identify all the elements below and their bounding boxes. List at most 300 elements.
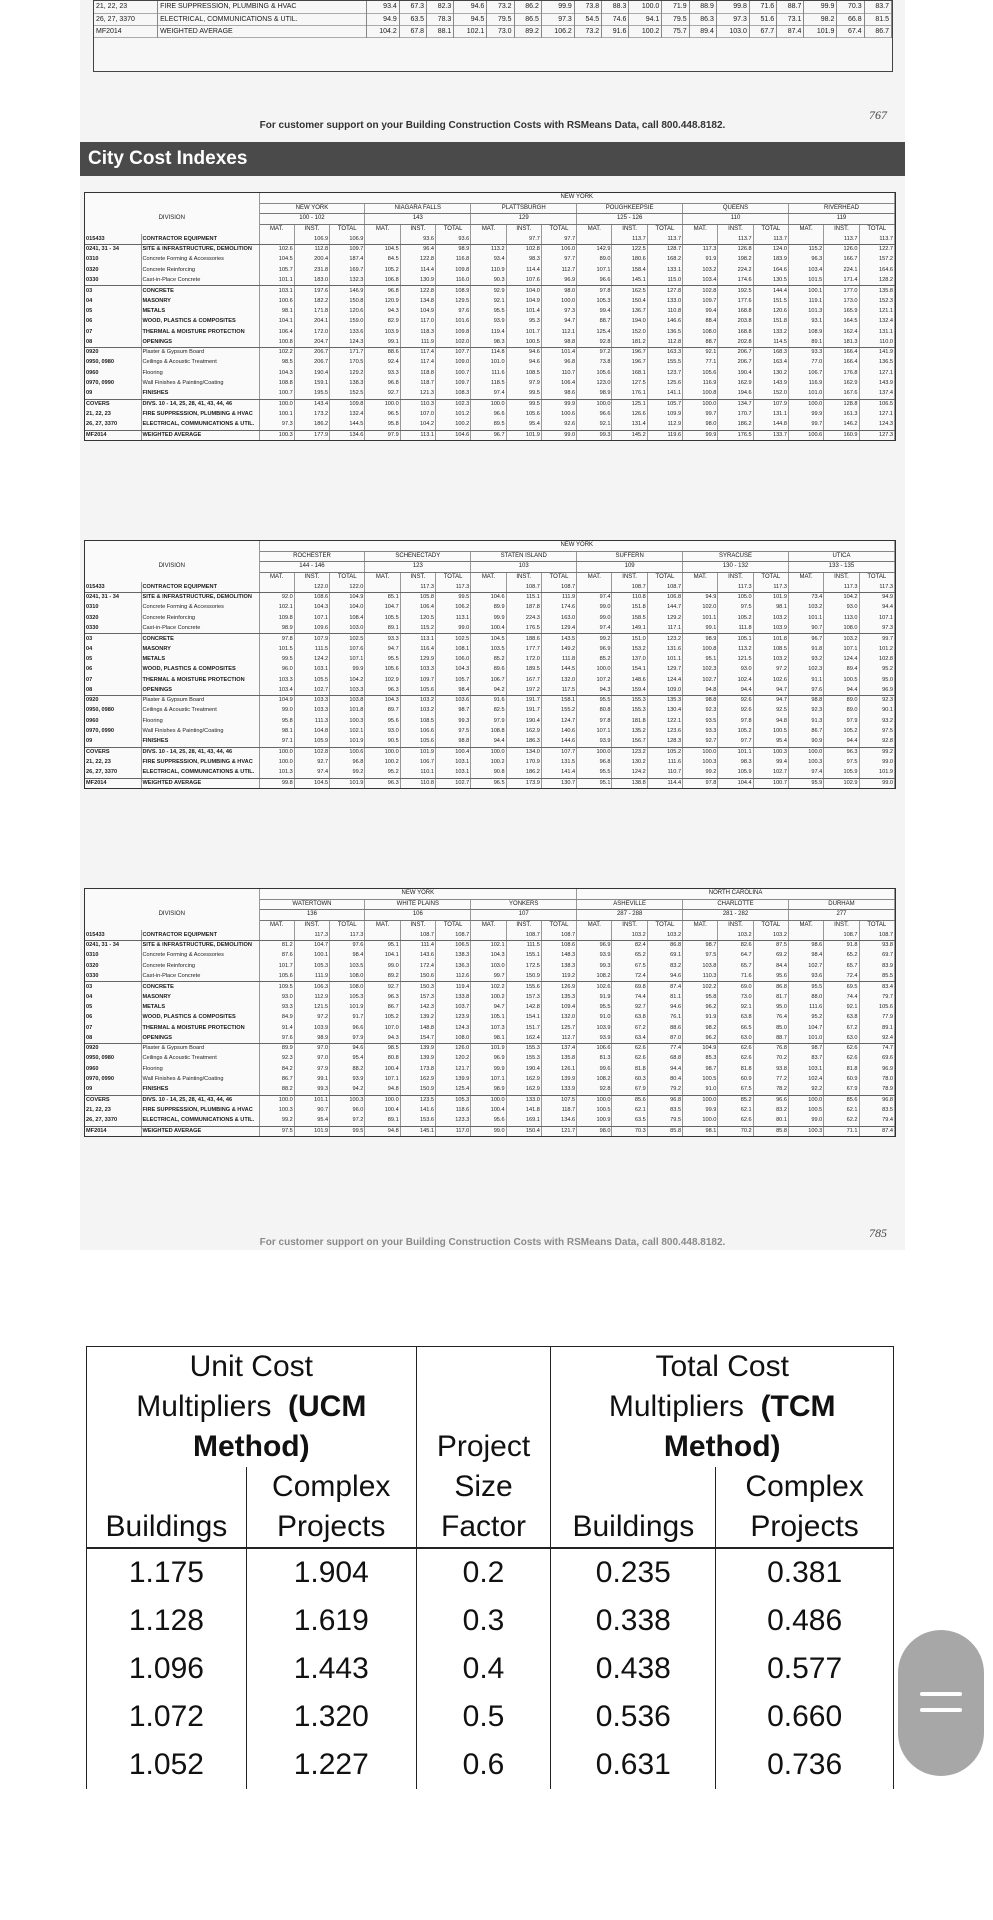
index-value: 136.5 [647,327,682,337]
index-value: 97.2 [294,1013,329,1023]
index-value: 108.6 [294,593,329,603]
division-code: 04 [85,992,141,1002]
index-value: 107.1 [824,644,859,654]
index-value: 100.3 [788,1126,823,1136]
index-value: 206.7 [718,358,753,368]
index-value: 107.0 [365,1023,400,1033]
division-name: CONCRETE [141,634,259,644]
index-value: 103.4 [788,265,823,275]
index-value: 89.0 [824,696,859,706]
index-value: 90.3 [471,276,506,286]
index-value: 92.1 [683,348,718,358]
city-zip: 123 [365,562,471,572]
index-value: 122.0 [330,582,365,592]
index-value: 77.4 [647,1044,682,1054]
index-row [85,399,895,409]
index-value: 102.8 [506,245,541,255]
division-name: Concrete Forming & Accessories [141,603,259,613]
index-value: 168.1 [612,368,647,378]
index-value: 111.9 [294,972,329,982]
index-value: 224.3 [506,613,541,623]
index-value: 99.7 [859,634,894,644]
division-code: 0920 [85,348,141,358]
index-value: 94.6 [506,348,541,358]
index-value: 132.0 [541,1013,576,1023]
index-value: 95.1 [577,778,612,788]
index-value: 163.0 [541,613,576,623]
index-value: 71.1 [824,1126,859,1136]
index-value: 152.5 [330,389,365,399]
index-value: 88.7 [683,337,718,347]
column-head: INST. [294,920,329,930]
index-value: 70.2 [753,1054,788,1064]
index-value: 124.3 [859,420,894,430]
index-value: 101.7 [506,327,541,337]
index-value: 98.3 [718,757,753,767]
strip-cell: 83.7 [864,1,891,13]
index-value: 62.1 [718,1105,753,1115]
index-value: 105.5 [294,675,329,685]
index-value: 122.5 [612,245,647,255]
index-row [85,685,895,695]
index-value: 97.4 [294,768,329,778]
ucm-buildings-value: 1.072 [87,1693,247,1741]
index-value: 100.3 [683,757,718,767]
index-value: 97.6 [435,306,470,316]
division-code: 04 [85,644,141,654]
index-value: 98.7 [683,1064,718,1074]
index-value: 62.6 [718,1116,753,1126]
index-value [365,930,400,940]
index-value: 100.5 [683,1075,718,1085]
division-code: 0241, 31 - 34 [85,941,141,951]
index-value: 100.0 [259,399,294,409]
index-value: 125.7 [541,1023,576,1033]
index-value: 94.8 [683,685,718,695]
index-value: 85.2 [471,654,506,664]
column-head: TOTAL [859,224,894,234]
index-value: 81.2 [259,941,294,951]
index-value: 101.1 [718,747,753,757]
index-value: 89.9 [259,1044,294,1054]
division-name: CONCRETE [141,286,259,296]
column-head: TOTAL [753,572,788,582]
index-value: 186.2 [718,420,753,430]
index-value: 164.5 [824,317,859,327]
index-value: 87.5 [753,941,788,951]
division-code: 0920 [85,1044,141,1054]
index-value: 107.0 [400,409,435,419]
index-value: 96.2 [683,1002,718,1012]
index-row [85,634,895,644]
division-name: FIRE SUPPRESSION, PLUMBING & HVAC [141,757,259,767]
index-value [788,582,823,592]
column-head: INST. [718,224,753,234]
index-value: 100.4 [365,1105,400,1115]
ucm-complex-value: 1.904 [246,1548,416,1597]
index-value: 104.3 [294,603,329,613]
index-value: 123.3 [435,1116,470,1126]
index-value: 95.6 [471,1116,506,1126]
division-name: OPENINGS [141,685,259,695]
index-value: 93.9 [330,1075,365,1085]
index-value: 126.6 [612,409,647,419]
index-value: 100.2 [471,757,506,767]
strip-cell: 94.9 [366,13,399,25]
index-value: 111.4 [400,941,435,951]
index-value: 99.7 [788,420,823,430]
index-value: 122.7 [859,245,894,255]
city-zip: 110 [683,214,789,224]
index-value: 102.1 [471,941,506,951]
index-value: 106.7 [400,757,435,767]
index-value [577,582,612,592]
index-value: 100.1 [788,286,823,296]
city-name: SCHENECTADY [365,551,471,561]
index-value: 104.5 [471,634,506,644]
index-row [85,930,895,940]
city-name: WATERTOWN [259,899,365,909]
strip-cell: 51.6 [749,13,776,25]
division-code: COVERS [85,747,141,757]
psf-header-line3: Factor [441,1510,527,1543]
index-value: 100.8 [683,644,718,654]
index-value: 98.9 [259,624,294,634]
division-code: 0970, 0990 [85,727,141,737]
division-code: 0330 [85,972,141,982]
index-value: 116.4 [400,644,435,654]
index-value: 104.2 [400,420,435,430]
strip-cell: 87.4 [777,25,804,37]
index-value: 98.5 [259,358,294,368]
multiplier-row [87,1597,894,1645]
index-value: 105.9 [294,737,329,747]
index-value: 66.5 [718,1023,753,1033]
index-value: 69.1 [647,951,682,961]
index-value: 120.2 [435,1054,470,1064]
state-row [85,193,895,203]
city-zip: 130 - 132 [683,562,789,572]
index-value: 139.9 [541,1075,576,1085]
index-value: 89.4 [824,665,859,675]
index-value: 108.7 [400,930,435,940]
index-value: 95.6 [753,972,788,982]
index-value: 97.7 [541,234,576,244]
tcm-header-word: Multipliers [608,1390,744,1423]
index-value: 101.4 [506,306,541,316]
index-row [85,245,895,255]
index-value: 105.2 [718,613,753,623]
index-value: 111.9 [541,593,576,603]
index-value: 96.0 [259,665,294,675]
index-value: 174.6 [718,276,753,286]
index-value: 101.9 [753,593,788,603]
tcm-buildings-value: 0.235 [551,1548,716,1597]
index-value: 104.2 [824,593,859,603]
multiplier-row [87,1548,894,1597]
index-value: 177.9 [294,430,329,440]
index-value: 85.3 [683,1054,718,1064]
index-value: 103.2 [824,634,859,644]
index-value: 94.7 [471,1002,506,1012]
column-head: INST. [612,572,647,582]
index-value: 172.0 [294,327,329,337]
index-value: 99.7 [471,972,506,982]
division-name: WOOD, PLASTICS & COMPOSITES [141,317,259,327]
index-value: 98.5 [365,1044,400,1054]
tcm-buildings-value: 0.438 [551,1645,716,1693]
index-value: 204.7 [294,337,329,347]
ucm-header-line1: Unit Cost [189,1350,313,1383]
index-value: 92.4 [859,1033,894,1043]
index-value: 109.6 [294,624,329,634]
index-row [85,737,895,747]
index-value: 97.3 [859,624,894,634]
division-name: WEIGHTED AVERAGE [141,430,259,440]
index-value: 181.8 [612,716,647,726]
index-value: 100.0 [541,296,576,306]
index-value: 104.6 [435,430,470,440]
index-value: 103.2 [718,930,753,940]
index-value: 134.6 [541,1116,576,1126]
index-row [85,1033,895,1043]
index-value: 94.6 [647,972,682,982]
index-value: 98.6 [788,941,823,951]
index-value: 95.4 [506,420,541,430]
strip-cell: 88.1 [427,25,454,37]
division-name: OPENINGS [141,337,259,347]
index-value: 93.3 [365,368,400,378]
state-row [85,541,895,551]
project-size-factor-value: 0.3 [416,1597,551,1645]
index-value: 79.5 [647,1116,682,1126]
index-value: 116.9 [683,379,718,389]
index-value: 103.3 [330,685,365,695]
index-value: 108.7 [506,582,541,592]
division-name: Wall Finishes & Painting/Coating [141,727,259,737]
index-value: 94.6 [330,1044,365,1054]
index-value: 114.4 [506,265,541,275]
index-value: 96.7 [471,430,506,440]
column-head: MAT. [683,572,718,582]
index-value: 171.7 [330,348,365,358]
division-name: Concrete Reinforcing [141,265,259,275]
index-value [365,582,400,592]
strip-cell: 73.8 [574,1,601,13]
city-zip: 106 [365,910,471,920]
index-value: 186.3 [506,737,541,747]
index-row [85,644,895,654]
index-value: 112.7 [541,1033,576,1043]
index-value: 122.8 [400,286,435,296]
index-value: 108.2 [577,972,612,982]
strip-cell: WEIGHTED AVERAGE [158,25,367,37]
index-value: 100.1 [259,409,294,419]
index-value: 97.2 [330,1116,365,1126]
division-name: Flooring [141,716,259,726]
strip-cell: 67.8 [399,25,426,37]
index-value: 100.0 [365,399,400,409]
index-value: 103.1 [435,768,470,778]
index-value: 159.1 [294,379,329,389]
index-value: 111.9 [400,337,435,347]
division-name: CONTRACTOR EQUIPMENT [141,234,259,244]
index-value: 107.6 [330,644,365,654]
index-value: 173.0 [824,296,859,306]
tcm-header-line3: Method) [663,1430,781,1463]
strip-cell: 63.5 [399,13,426,25]
index-value: 108.5 [400,716,435,726]
index-value: 96.8 [577,757,612,767]
tcm-header [551,1347,894,1468]
index-value: 92.7 [294,757,329,767]
index-value: 105.2 [718,727,753,737]
index-value: 63.4 [612,1033,647,1043]
index-row [85,593,895,603]
index-value: 100.0 [577,665,612,675]
index-value: 155.5 [647,358,682,368]
division-name: Cast-in-Place Concrete [141,624,259,634]
index-value: 129.4 [541,624,576,634]
strip-cell: 81.5 [864,13,891,25]
index-value: 127.3 [859,430,894,440]
index-row [85,706,895,716]
index-value: 85.0 [753,1023,788,1033]
index-value: 129.2 [647,613,682,623]
index-value: 168.2 [647,255,682,265]
index-value: 106.8 [647,593,682,603]
index-row [85,624,895,634]
column-head: MAT. [365,572,400,582]
division-name: MASONRY [141,644,259,654]
index-value: 84.2 [259,1064,294,1074]
city-name: UTICA [788,551,894,561]
index-value: 99.9 [471,1064,506,1074]
index-value: 101.8 [330,706,365,716]
index-value: 127.8 [647,286,682,296]
strip-cell: 79.5 [662,13,689,25]
index-value: 177.7 [506,644,541,654]
column-head: INST. [400,920,435,930]
index-value: 116.0 [435,276,470,286]
division-name: ELECTRICAL, COMMUNICATIONS & UTIL. [141,768,259,778]
index-value: 107.7 [541,747,576,757]
index-value: 92.8 [859,737,894,747]
index-value: 115.0 [647,276,682,286]
strip-row [94,25,892,37]
index-value: 77.1 [683,358,718,368]
index-value: 144.5 [541,665,576,675]
index-value: 72.4 [824,972,859,982]
index-value: 91.3 [788,716,823,726]
index-value: 100.6 [330,747,365,757]
index-value: 79.4 [859,1116,894,1126]
scroll-handle[interactable] [898,1630,984,1776]
index-value: 94.3 [577,685,612,695]
index-value: 98.1 [753,603,788,613]
index-value: 67.2 [612,1023,647,1033]
index-value: 99.5 [435,593,470,603]
strip-cell: 26, 27, 3370 [94,13,158,25]
strip-cell: 70.3 [837,1,864,13]
index-value: 101.9 [471,1044,506,1054]
division-code: 0320 [85,613,141,623]
previous-page-strip [93,0,893,72]
index-value: 95.2 [859,665,894,675]
division-code: 26, 27, 3370 [85,768,141,778]
index-value: 108.9 [788,327,823,337]
index-row [85,1105,895,1115]
strip-cell: FIRE SUPPRESSION, PLUMBING & HVAC [158,1,367,13]
index-value: 95.8 [365,420,400,430]
index-value: 172.5 [506,961,541,971]
index-value: 76.1 [647,1013,682,1023]
index-value: 97.0 [294,1044,329,1054]
index-value: 98.4 [435,685,470,695]
index-value: 93.6 [435,234,470,244]
index-value: 132.4 [859,317,894,327]
index-value: 152.3 [859,296,894,306]
city-name: ASHEVILLE [577,899,683,909]
index-value: 126.0 [435,1044,470,1054]
index-value: 90.1 [859,706,894,716]
index-value: 150.4 [506,1126,541,1136]
index-row [85,778,895,788]
index-value: 100.0 [577,1095,612,1105]
strip-row [94,13,892,25]
strip-cell: 99.9 [804,1,837,13]
index-value: 86.8 [647,941,682,951]
index-value: 139.9 [400,1054,435,1064]
index-value: 79.2 [647,1085,682,1095]
index-value: 182.2 [294,296,329,306]
index-value: 96.8 [647,1095,682,1105]
index-value: 130.2 [612,757,647,767]
index-value: 124.4 [824,654,859,664]
division-code: 015433 [85,582,141,592]
project-size-factor-value: 0.2 [416,1548,551,1597]
index-value: 136.5 [859,358,894,368]
index-value: 95.5 [471,306,506,316]
index-row [85,1085,895,1095]
index-value: 92.8 [577,337,612,347]
strip-cell: 91.6 [602,25,629,37]
index-value: 112.8 [647,337,682,347]
index-value: 109.8 [435,327,470,337]
index-value: 92.7 [683,737,718,747]
ucm-complex-line2: Projects [277,1510,386,1543]
index-value: 106.4 [541,379,576,389]
index-value: 89.0 [577,255,612,265]
tcm-header-abbr: (TCM [760,1390,836,1423]
index-value: 104.6 [471,593,506,603]
index-value: 91.9 [577,992,612,1002]
index-value: 104.8 [294,727,329,737]
index-value: 105.6 [577,368,612,378]
index-block-1 [84,192,896,441]
index-value: 100.5 [753,727,788,737]
index-value: 117.3 [718,582,753,592]
index-value: 97.0 [294,1054,329,1064]
index-value: 97.8 [577,716,612,726]
strip-cell: 54.5 [574,13,601,25]
column-head: TOTAL [330,572,365,582]
index-value: 130.7 [541,778,576,788]
column-head: MAT. [577,572,612,582]
strip-cell: 100.2 [629,25,662,37]
index-value: 145.1 [612,276,647,286]
index-value: 101.9 [330,1002,365,1012]
